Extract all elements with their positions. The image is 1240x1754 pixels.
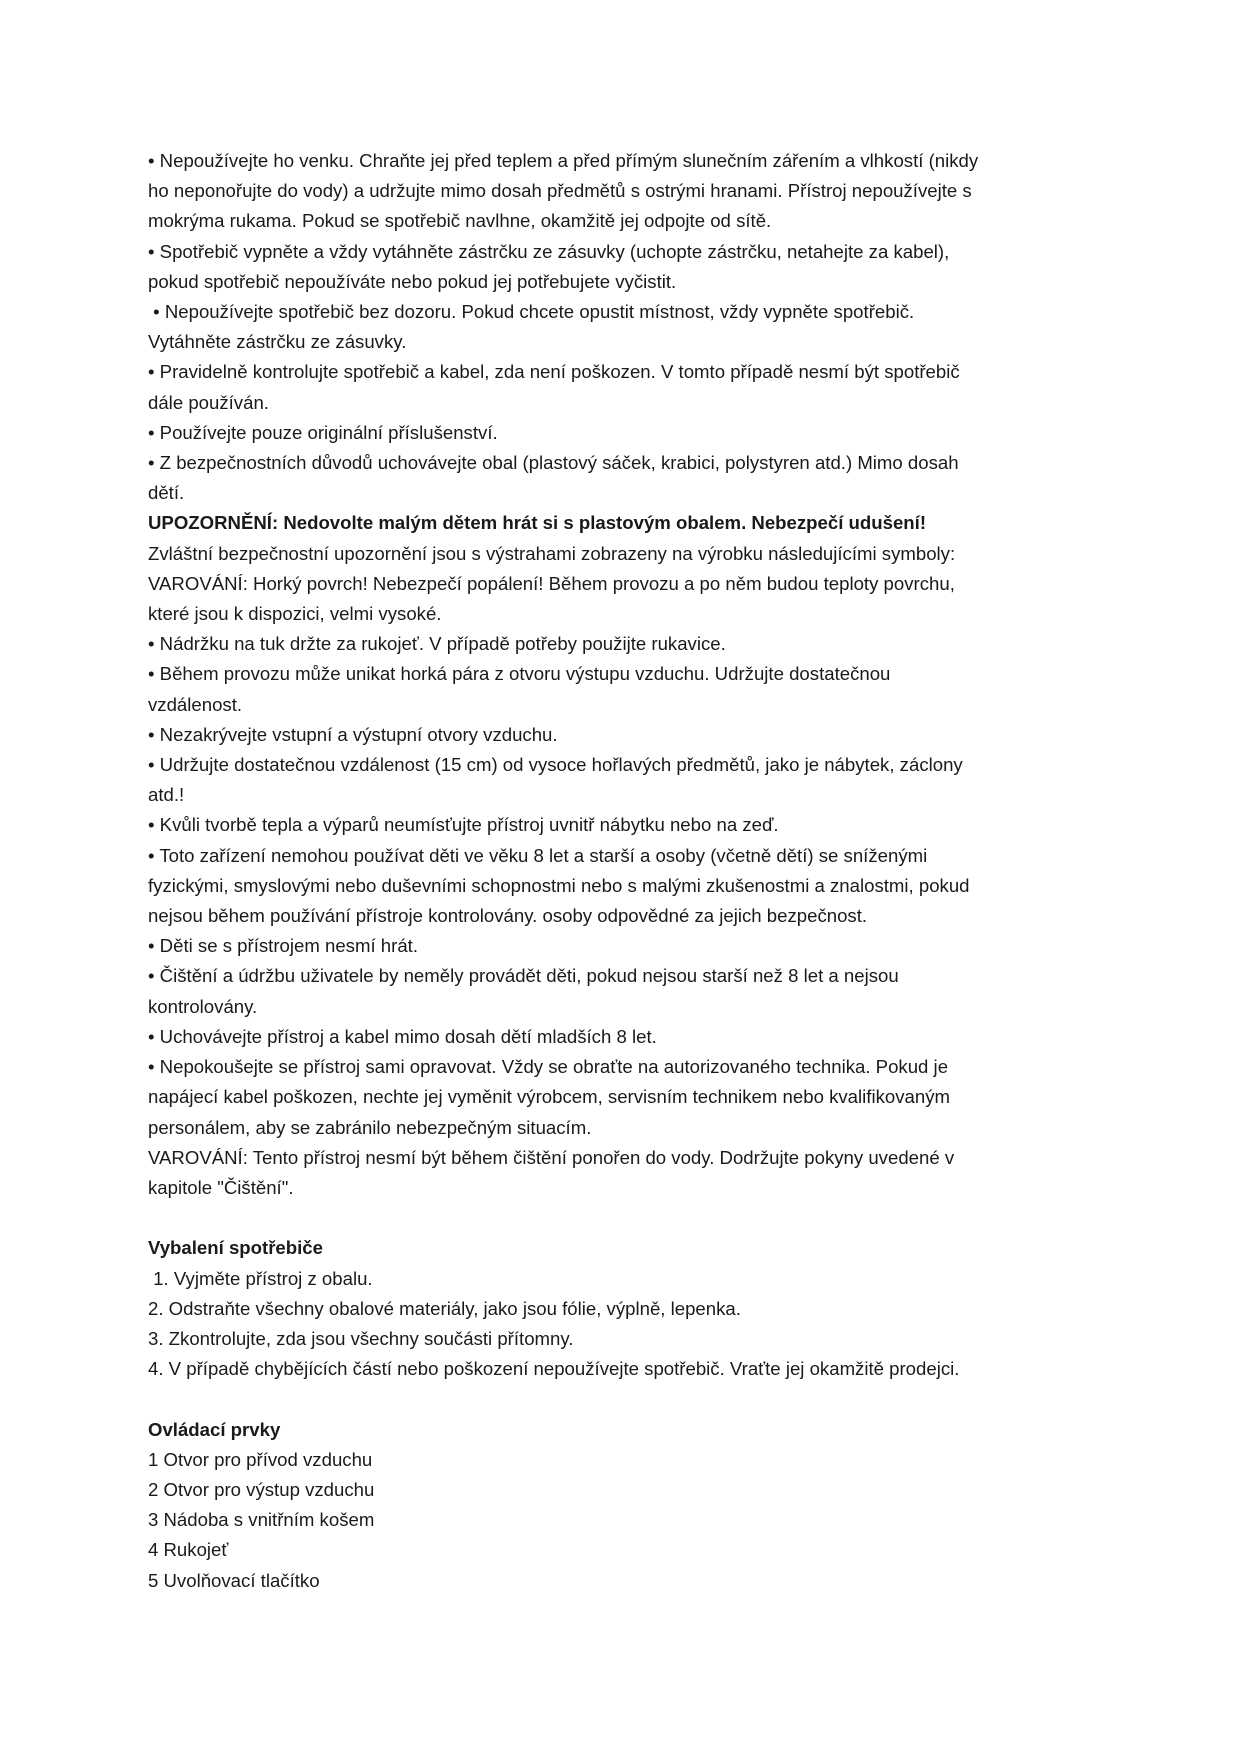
safety-line: vzdálenost.: [148, 693, 243, 715]
spacer: [148, 1203, 1098, 1233]
unpacking-step: 1. Vyjměte přístroj z obalu.: [148, 1267, 373, 1289]
spacer: [148, 1384, 1098, 1414]
safety-line: dále používán.: [148, 391, 269, 413]
safety-line: • Nezakrývejte vstupní a výstupní otvory vzduchu.: [148, 723, 558, 745]
safety-line: fyzickými, smyslovými nebo duševními schopnostmi nebo s malými zkušenostmi a znalostmi, pokud: [148, 874, 970, 896]
control-item: 4 Rukojeť: [148, 1539, 229, 1561]
safety-line: ho neponořujte do vody) a udržujte mimo dosah předmětů s ostrými hranami. Přístroj nepoužívejte s: [148, 180, 972, 202]
safety-line: • Pravidelně kontrolujte spotřebič a kabel, zda není poškozen. V tomto případě nesmí být spotřebič: [148, 361, 960, 383]
safety-line: pokud spotřebič nepoužíváte nebo pokud jej potřebujete vyčistit.: [148, 270, 677, 292]
safety-line: dětí.: [148, 482, 185, 504]
safety-line: • Toto zařízení nemohou používat děti ve věku 8 let a starší a osoby (včetně dětí) se sníženými: [148, 844, 928, 866]
control-item: 5 Uvolňovací tlačítko: [148, 1569, 320, 1591]
safety-line: • Používejte pouze originální příslušenství.: [148, 421, 498, 443]
safety-line: Vytáhněte zástrčku ze zásuvky.: [148, 331, 407, 353]
safety-line: • Udržujte dostatečnou vzdálenost (15 cm) od vysoce hořlavých předmětů, jako je nábytek, záclony: [148, 754, 963, 776]
safety-line: • Kvůli tvorbě tepla a výparů neumísťujte přístroj uvnitř nábytku nebo na zeď.: [148, 814, 779, 836]
control-item: 2 Otvor pro výstup vzduchu: [148, 1478, 375, 1500]
safety-line: • Uchovávejte přístroj a kabel mimo dosah dětí mladších 8 let.: [148, 1025, 657, 1047]
safety-line: mokrýma rukama. Pokud se spotřebič navlhne, okamžitě jej odpojte od sítě.: [148, 210, 772, 232]
safety-line: personálem, aby se zabránilo nebezpečným situacím.: [148, 1116, 592, 1138]
safety-line: které jsou k dispozici, velmi vysoké.: [148, 603, 442, 625]
safety-line: kapitole "Čištění".: [148, 1176, 294, 1198]
unpacking-section: [148, 1233, 1098, 1384]
safety-section: [148, 146, 1098, 1203]
safety-line: • Nepoužívejte ho venku. Chraňte jej před teplem a před přímým slunečním zářením a vlhkostí (nikdy: [148, 150, 979, 171]
safety-line: kontrolovány.: [148, 995, 258, 1017]
safety-line: • Čištění a údržbu uživatele by neměly provádět děti, pokud nejsou starší než 8 let a nejsou: [148, 965, 899, 987]
safety-line: VAROVÁNÍ: Tento přístroj nesmí být během čištění ponořen do vody. Dodržujte pokyny uvedené v: [148, 1146, 955, 1168]
safety-line: nejsou během používání přístroje kontrolovány. osoby odpovědné za jejich bezpečnost.: [148, 905, 868, 927]
safety-line: • Z bezpečnostních důvodů uchovávejte obal (plastový sáček, krabici, polystyren atd.) Mimo dosah: [148, 452, 959, 474]
controls-heading: Ovládací prvky: [148, 1418, 281, 1440]
safety-line: • Nádržku na tuk držte za rukojeť. V případě potřeby použijte rukavice.: [148, 633, 726, 655]
safety-line: • Děti se s přístrojem nesmí hrát.: [148, 935, 418, 957]
unpacking-heading: Vybalení spotřebiče: [148, 1237, 323, 1259]
safety-line: • Nepoužívejte spotřebič bez dozoru. Pokud chcete opustit místnost, vždy vypněte spotřebič.: [148, 301, 915, 323]
safety-line: • Během provozu může unikat horká pára z otvoru výstupu vzduchu. Udržujte dostatečnou: [148, 663, 891, 685]
choking-warning: UPOZORNĚNÍ: Nedovolte malým dětem hrát si s plastovým obalem. Nebezpečí udušení!: [148, 512, 927, 534]
control-item: 1 Otvor pro přívod vzduchu: [148, 1448, 373, 1470]
safety-line: • Nepokoušejte se přístroj sami opravovat. Vždy se obraťte na autorizovaného technika. Pokud je: [148, 1056, 949, 1078]
document-page: [148, 146, 1098, 1596]
safety-line: VAROVÁNÍ: Horký povrch! Nebezpečí popálení! Během provozu a po něm budou teploty povrchu,: [148, 572, 955, 594]
safety-line: Zvláštní bezpečnostní upozornění jsou s výstrahami zobrazeny na výrobku následujícími symboly:: [148, 542, 956, 564]
safety-line: napájecí kabel poškozen, nechte jej vyměnit výrobcem, servisním technikem nebo kvalifikovaným: [148, 1086, 950, 1108]
safety-line: atd.!: [148, 784, 185, 806]
safety-line: • Spotřebič vypněte a vždy vytáhněte zástrčku ze zásuvky (uchopte zástrčku, netahejte za kabel),: [148, 240, 950, 262]
control-item: 3 Nádoba s vnitřním košem: [148, 1509, 375, 1531]
unpacking-step: 3. Zkontrolujte, zda jsou všechny součásti přítomny.: [148, 1327, 574, 1349]
unpacking-step: 2. Odstraňte všechny obalové materiály, jako jsou fólie, výplně, lepenka.: [148, 1297, 741, 1319]
unpacking-step: 4. V případě chybějících částí nebo poškození nepoužívejte spotřebič. Vraťte jej okamžitě prodejci.: [148, 1358, 960, 1380]
controls-section: [148, 1415, 1098, 1596]
